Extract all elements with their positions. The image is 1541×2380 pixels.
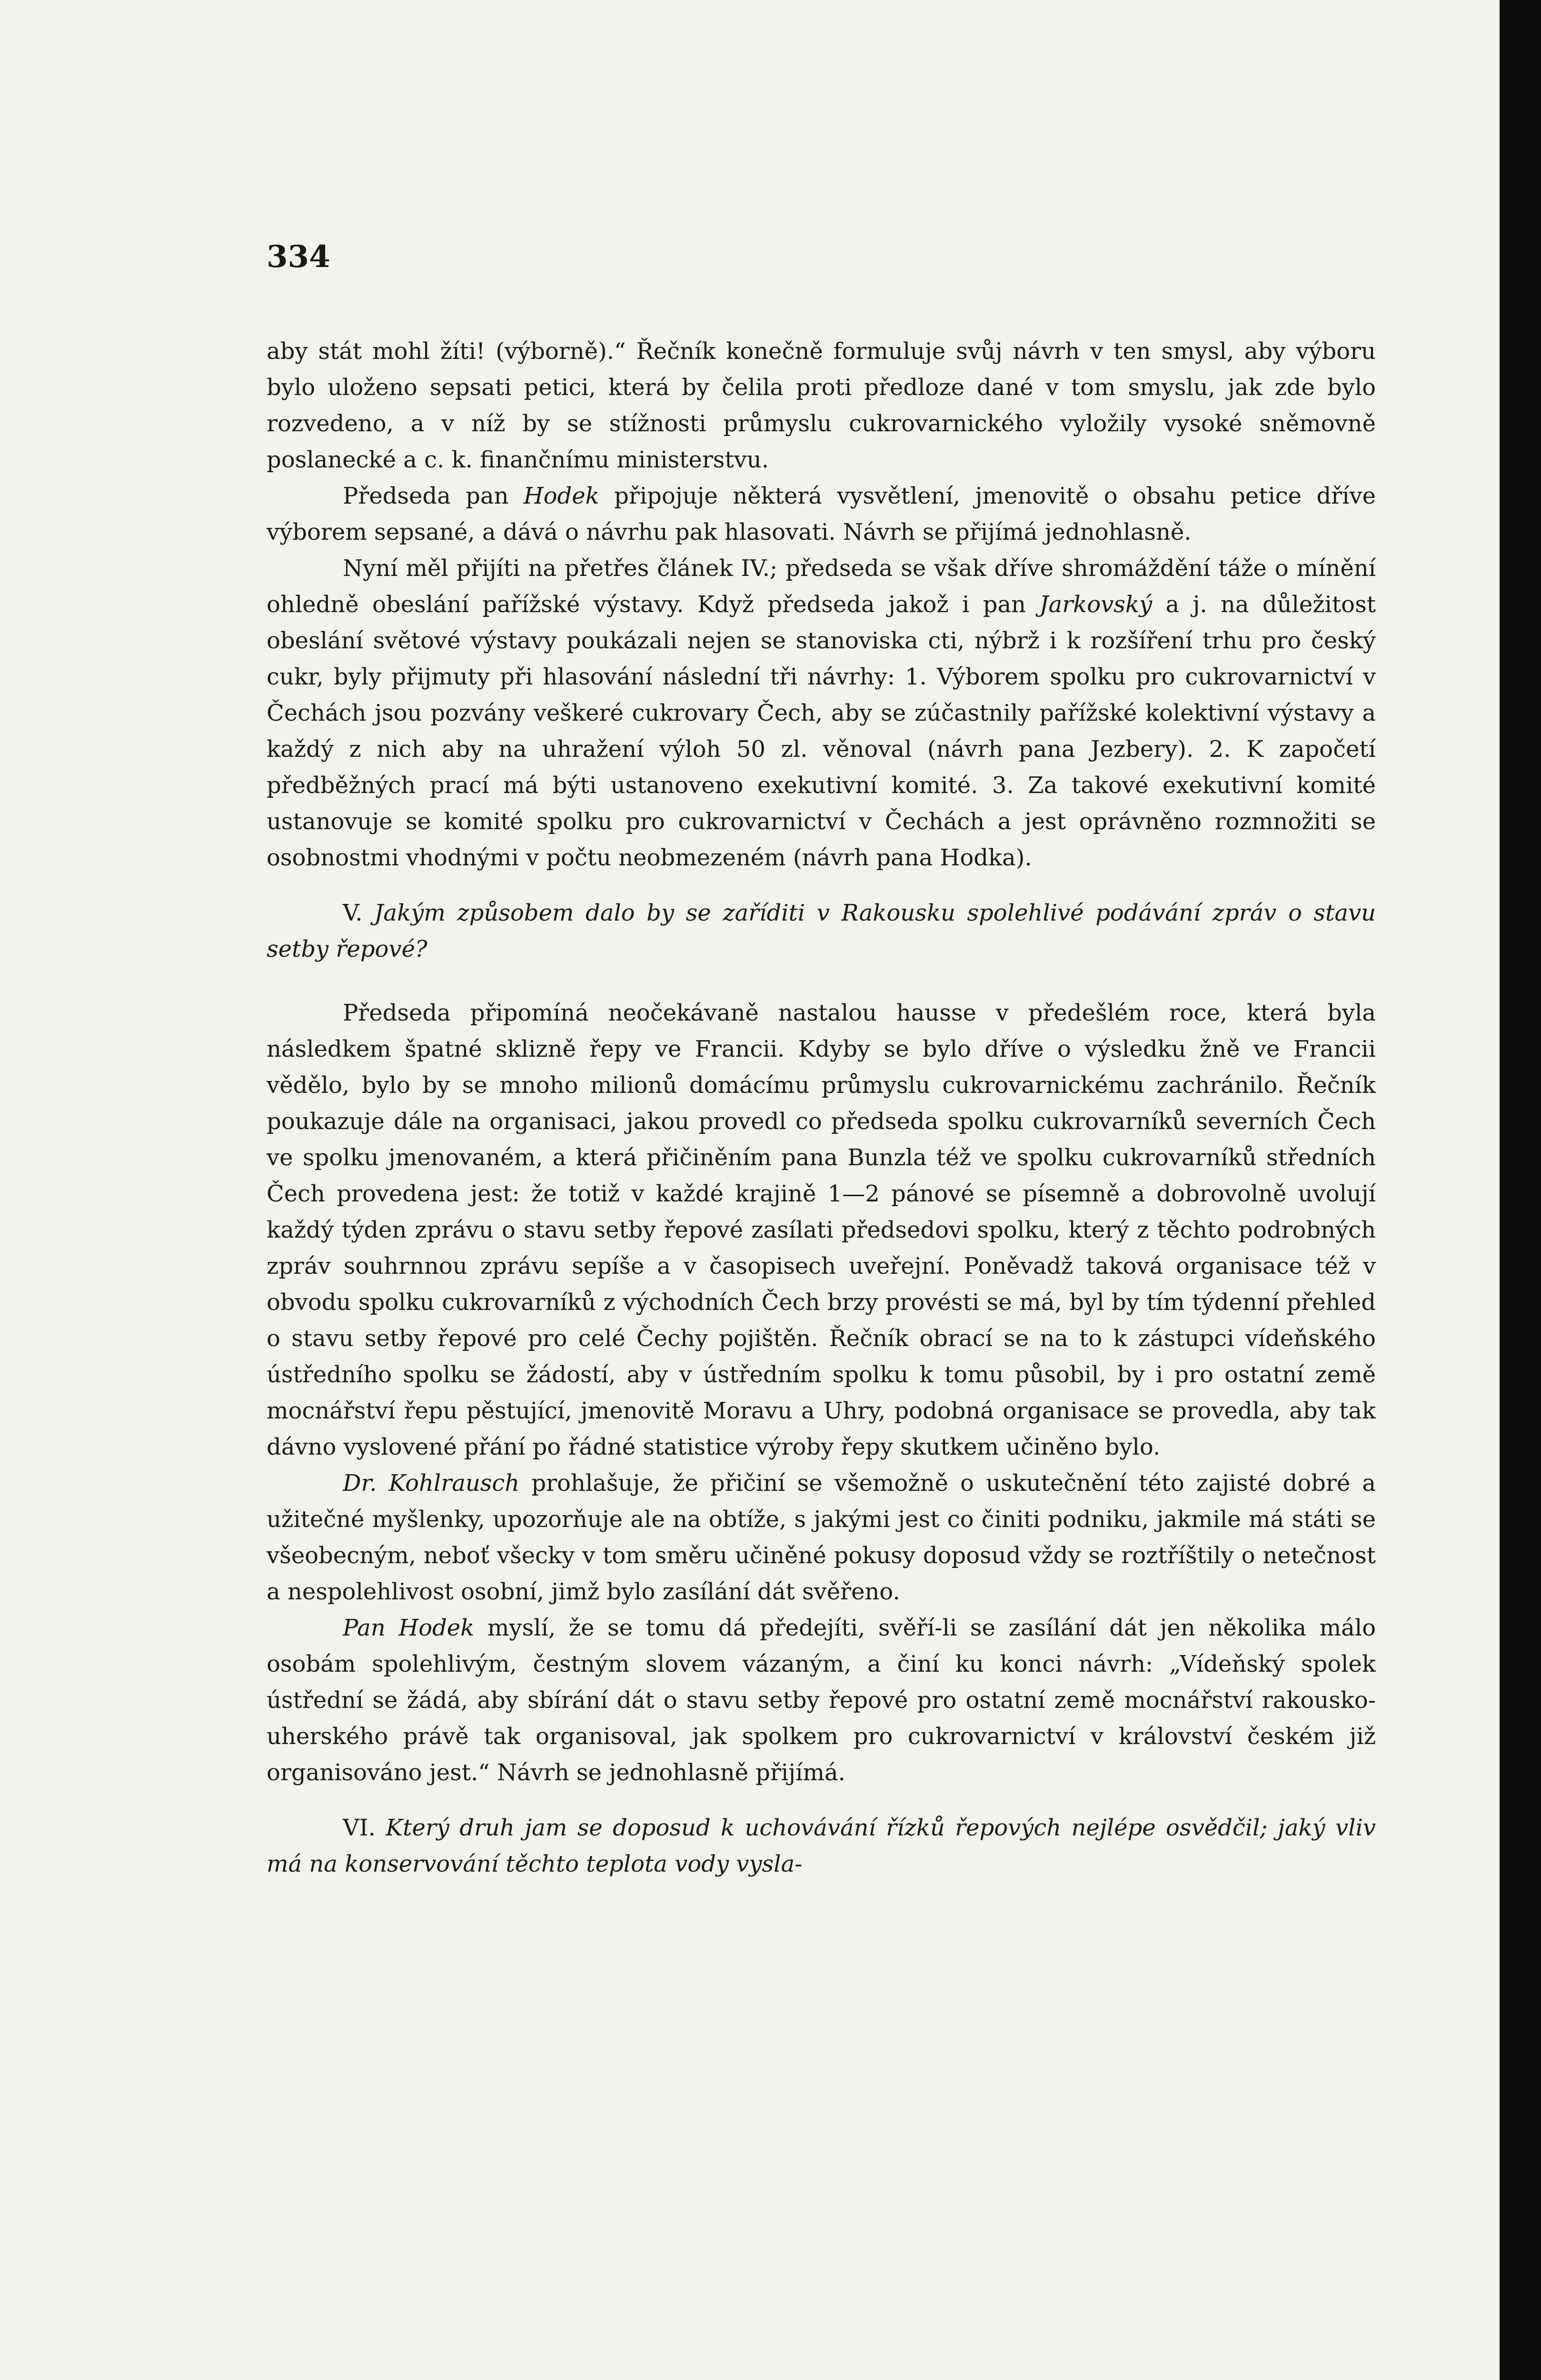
paragraph-1 [267, 333, 1376, 478]
paragraph-2 [267, 478, 1376, 550]
paragraph-4 [267, 995, 1376, 1465]
section-number-5: V. [343, 900, 363, 926]
section-title-5: Jakým způsobem dalo by se zaříditi v Rakousku spolehlivé podávání zpráv o stavu setby řepové? [267, 900, 1376, 962]
person-name-kohlrausch: Dr. Kohlrausch [343, 1470, 520, 1497]
paragraph-6-text: myslí, že se tomu dá předejíti, svěří-li se zasílání dát jen několika málo osobám spolehlivým, čestným slovem vázaným, a činí ku konci návrh: „Vídeňský spolek ústřední se žádá, aby sbírání dát o stavu setby řepové pro ostatní země mocnářství rakousko-uherského právě tak organisoval, jak spolkem pro cukrovarnictví v království českém již organisováno jest.“ Návrh se jednohlasně přijímá. [267, 1615, 1376, 1786]
paragraph-4-text: Předseda připomíná neočekávaně nastalou hausse v předešlém roce, která byla následkem špatné sklizně řepy ve Francii. Kdyby se bylo dříve o výsledku žně ve Francii vědělo, bylo by se mnoho milionů domácímu průmyslu cukrovarnickému zachránilo. Řečník poukazuje dále na organisaci, jakou provedl co předseda spolku cukrovarníků severních Čech ve spolku jmenovaném, a která přičiněním pana Bunzla též ve spolku cukrovarníků středních Čech provedena jest: že totiž v každé krajině 1—2 pánové se písemně a dobrovolně uvolují každý týden zprávu o stavu setby řepové zasílati předsedovi spolku, který z těchto podrobných zpráv souhrnnou zprávu sepíše a v časopisech uveřejní. Poněvadž taková organisace též v obvodu spolku cukrovarníků z východních Čech brzy provésti se má, byl by tím týdenní přehled o stavu setby řepové pro celé Čechy pojištěn. Řečník obrací se na to k zástupci vídeňského ústředního spolku se žádostí, aby v ústředním spolku k tomu působil, by i pro ostatní země mocnářství řepu pěstující, jmenovitě Moravu a Uhry, podobná organisace se provedla, aby tak dávno vyslovené přání po řádné statistice výroby řepy skutkem učiněno bylo. [267, 1000, 1376, 1460]
paragraph-2-lead: Předseda pan [343, 483, 524, 509]
paragraph-5 [267, 1465, 1376, 1610]
paragraph-3-lead: Nyní měl přijíti na přetřes článek IV.; předseda se však dříve shromáždění táže o mínění ohledně obeslání pařížské výstavy. Když předseda jakož i pan [267, 555, 1376, 618]
paragraph-2-text: připojuje některá vysvětlení, jmenovitě o obsahu petice dříve výborem sepsané, a dává o návrhu pak hlasovati. Návrh se přijímá jednohlasně. [267, 483, 1376, 545]
page-text-block [267, 238, 1376, 1910]
page-number: 334 [267, 239, 330, 275]
section-heading-5 [267, 895, 1376, 967]
paragraph-3 [267, 550, 1376, 876]
paragraph-3-text: a j. na důležitost obeslání světové výstavy poukázali nejen se stanoviska cti, nýbrž i k rozšíření trhu pro český cukr, byly přijmuty při hlasování následní tři návrhy: 1. Výborem spolku pro cukrovarnictví v Čechách jsou pozvány veškeré cukrovary Čech, aby se zúčastnily pařížské kolektivní výstavy a každý z nich aby na uhražení výloh 50 zl. věnoval (návrh pana Jezbery). 2. K započetí předběžných prací má býti ustanoveno exekutivní komité. 3. Za takové exekutivní komité ustanovuje se komité spolku pro cukrovarnictví v Čechách a jest oprávněno rozmnožiti se osobnostmi vhodnými v počtu neobmezeném (návrh pana Hodka). [267, 591, 1376, 871]
section-title-6: Který druh jam se doposud k uchovávání řízků řepových nejlépe osvědčil; jaký vliv má na konservování těchto teplota vody vysla- [267, 1815, 1376, 1877]
paragraph-1-text: aby stát mohl žíti! (výborně).“ Řečník konečně formuluje svůj návrh v ten smysl, aby výboru bylo uloženo sepsati petici, která by čelila proti předloze dané v tom smyslu, jak zde bylo rozvedeno, a v níž by se stížnosti průmyslu cukrovarnického vyložily vysoké sněmovně poslanecké a c. k. finančnímu ministerstvu. [267, 338, 1376, 473]
paragraph-5-text: prohlašuje, že přičiní se všemožně o uskutečnění této zajisté dobré a užitečné myšlenky, upozorňuje ale na obtíže, s jakými jest co činiti podniku, jakmile má státi se všeobecným, neboť všecky v tom směru učiněné pokusy doposud vždy se roztříštily o netečnost a nespolehlivost osobní, jimž bylo zasílání dát svěřeno. [267, 1470, 1376, 1605]
person-name-jarkovsky: Jarkovský [1039, 591, 1153, 618]
person-name-pan-hodek: Pan Hodek [343, 1615, 475, 1641]
paragraph-6 [267, 1610, 1376, 1791]
section-number-6: VI. [343, 1815, 376, 1841]
person-name-hodek: Hodek [523, 483, 599, 509]
scan-dark-edge [1500, 0, 1541, 2380]
section-heading-6 [267, 1810, 1376, 1882]
